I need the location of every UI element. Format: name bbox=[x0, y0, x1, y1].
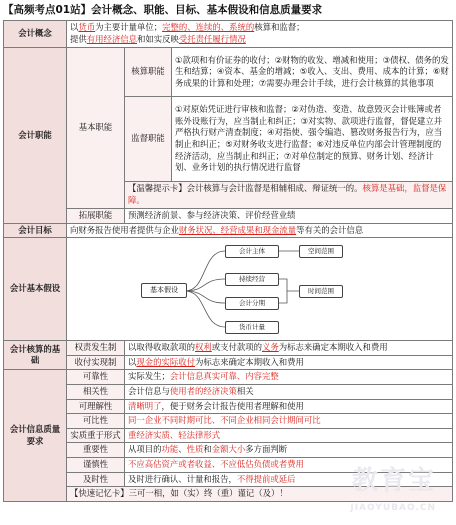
watermark-url: JIAOYUBAO.CN bbox=[350, 503, 436, 513]
quality-desc-segment: 和 bbox=[203, 444, 212, 455]
basis-accrual-label: 权责发生制 bbox=[67, 341, 125, 356]
quality-name: 可靠性 bbox=[67, 370, 125, 385]
quality-row bbox=[4, 443, 453, 458]
assumptions-diagram bbox=[67, 238, 453, 341]
mindmap-item-currency: 货币计量 bbox=[225, 321, 279, 334]
quality-row bbox=[4, 384, 453, 399]
extended-function-text: 预测经济前景、参与经济决策、评价经营业绩 bbox=[125, 209, 453, 224]
quality-name: 谨慎性 bbox=[67, 457, 125, 472]
row-basis-cash bbox=[4, 355, 453, 370]
functions-label: 会计职能 bbox=[4, 48, 67, 224]
concept-label: 会计概念 bbox=[4, 21, 67, 48]
quality-desc-segment: 清晰明了 bbox=[128, 400, 162, 411]
quality-desc-segment: 从项目的 bbox=[128, 444, 162, 455]
mindmap-note-space: 空间范围 bbox=[299, 245, 343, 258]
supervision-function-label: 监督职能 bbox=[125, 97, 172, 182]
quality-desc-segment: 同一企业不同时期可比、不同企业相同会计期间可比 bbox=[128, 415, 321, 426]
basic-function-label: 基本职能 bbox=[67, 48, 125, 209]
mindmap-item-going-concern: 持续经营 bbox=[225, 273, 279, 286]
quality-desc-segment: 实际发生； bbox=[128, 371, 170, 382]
quality-desc-segment: 多方面判断 bbox=[245, 444, 288, 455]
quality-row bbox=[4, 414, 453, 429]
knowledge-table bbox=[3, 20, 453, 502]
basis-cash-text: 以现金的实际收付为标志来确定本期收入和费用 bbox=[125, 355, 453, 370]
row-basis-accrual bbox=[4, 341, 453, 356]
quality-desc bbox=[125, 443, 453, 458]
quality-desc bbox=[125, 414, 453, 429]
basis-cash-label: 收付实现制 bbox=[67, 355, 125, 370]
row-assumptions bbox=[4, 238, 453, 341]
goal-label: 会计目标 bbox=[4, 223, 67, 238]
quality-desc-segment: 金额大小 bbox=[211, 444, 246, 455]
assumptions-mindmap bbox=[67, 239, 452, 339]
quality-desc bbox=[125, 399, 453, 414]
quality-row bbox=[4, 370, 453, 385]
basis-label: 会计核算的基础 bbox=[4, 341, 67, 370]
page-title: 【高频考点01站】会计概念、职能、目标、基本假设和信息质量要求 bbox=[3, 4, 323, 16]
memo-card: 【快速记忆卡】三可一相，如（实）终（重）谨记（及）！ bbox=[67, 487, 453, 502]
quality-row bbox=[4, 399, 453, 414]
supervision-function-text: ①对原始凭证进行审核和监督；②对伪造、变造、故意毁灭会计账簿或者账外设账行为，应当制止和纠正；③对实物、款项进行监督，督促建立并严格执行财产清查制度；④对指使、强令编造、篡改财务报告行为，应当制止和纠正；⑤对财务收支进行监督；⑥对违反单位内部会计管理制度的经济活动，应当制止和纠正；⑦对单位制定的预算、财务计划、经济计划、业务计划的执行情况进行监督 bbox=[172, 97, 453, 182]
quality-desc-segment: 不得提前或延后 bbox=[236, 473, 296, 484]
quality-name: 及时性 bbox=[67, 472, 125, 487]
basis-accrual-text: 以取得收取款项的权利或支付款项的义务为标志来确定本期收入和费用 bbox=[125, 341, 453, 356]
quality-desc-segment: 性质 bbox=[186, 444, 204, 455]
quality-desc bbox=[125, 428, 453, 443]
mindmap-root: 基本假设 bbox=[141, 283, 187, 298]
accounting-function-text: ①款项和有价证券的收付；②财物的收发、增减和使用；③债权、债务的发生和结算；④资本、基金的增减；⑤收入、支出、费用、成本的计算；⑥财务成果的计算和处理；⑦需要办理会计手续，进行会计核算的其他事项 bbox=[172, 48, 453, 97]
quality-desc-segment: 会计信息真实可靠、内容完整 bbox=[169, 371, 279, 382]
mindmap-item-period: 会计分期 bbox=[225, 297, 279, 310]
watermark-logo: 教育宝 bbox=[351, 466, 436, 496]
quality-row bbox=[4, 428, 453, 443]
quality-name: 实质重于形式 bbox=[67, 428, 125, 443]
assumptions-label: 会计基本假设 bbox=[4, 238, 67, 341]
row-goal bbox=[4, 223, 453, 238]
quality-desc-segment: 、 bbox=[178, 444, 187, 455]
mindmap-note-time: 时间范围 bbox=[299, 285, 343, 298]
row-concept bbox=[4, 21, 453, 48]
quality-desc bbox=[125, 370, 453, 385]
extended-function-label: 拓展职能 bbox=[67, 209, 125, 224]
quality-desc-segment: 功能 bbox=[161, 444, 179, 455]
quality-desc-segment: 使用者的经济决策 bbox=[169, 385, 237, 396]
row-extended-function bbox=[4, 209, 453, 224]
tip-card: 【温馨提示卡】会计核算与会计监督是相辅相成、辩证统一的。核算是基础，监督是保障。 bbox=[125, 182, 453, 209]
quality-name: 可比性 bbox=[67, 414, 125, 429]
quality-desc bbox=[125, 384, 453, 399]
quality-desc-segment: 会计信息与 bbox=[128, 385, 170, 396]
row-accounting-function bbox=[4, 48, 453, 97]
quality-desc-segment: 不应高估资产或者收益、不应低估负债或者费用 bbox=[128, 458, 304, 469]
mindmap-item-entity: 会计主体 bbox=[225, 245, 279, 258]
goal-text: 向财务报告使用者提供与企业财务状况、经营成果和现金流量等有关的会计信息 bbox=[67, 223, 453, 238]
concept-text: 以货币为主要计量单位；完整的、连续的、系统的核算和监督； 提供有用经济信息和如实反映受托责任履行情况 bbox=[67, 21, 453, 48]
quality-label: 会计信息质量要求 bbox=[4, 370, 67, 501]
quality-name: 重要性 bbox=[67, 443, 125, 458]
quality-desc-segment: 相关 bbox=[236, 385, 254, 396]
quality-desc-segment: 重经济实质、轻法律形式 bbox=[128, 429, 221, 440]
quality-desc-segment: ，便于财务会计报告使用者理解和使用 bbox=[161, 400, 304, 411]
quality-desc-segment: 及时进行确认、计量和报告， bbox=[128, 473, 237, 484]
quality-name: 相关性 bbox=[67, 384, 125, 399]
quality-name: 可理解性 bbox=[67, 399, 125, 414]
accounting-function-label: 核算职能 bbox=[125, 48, 172, 97]
